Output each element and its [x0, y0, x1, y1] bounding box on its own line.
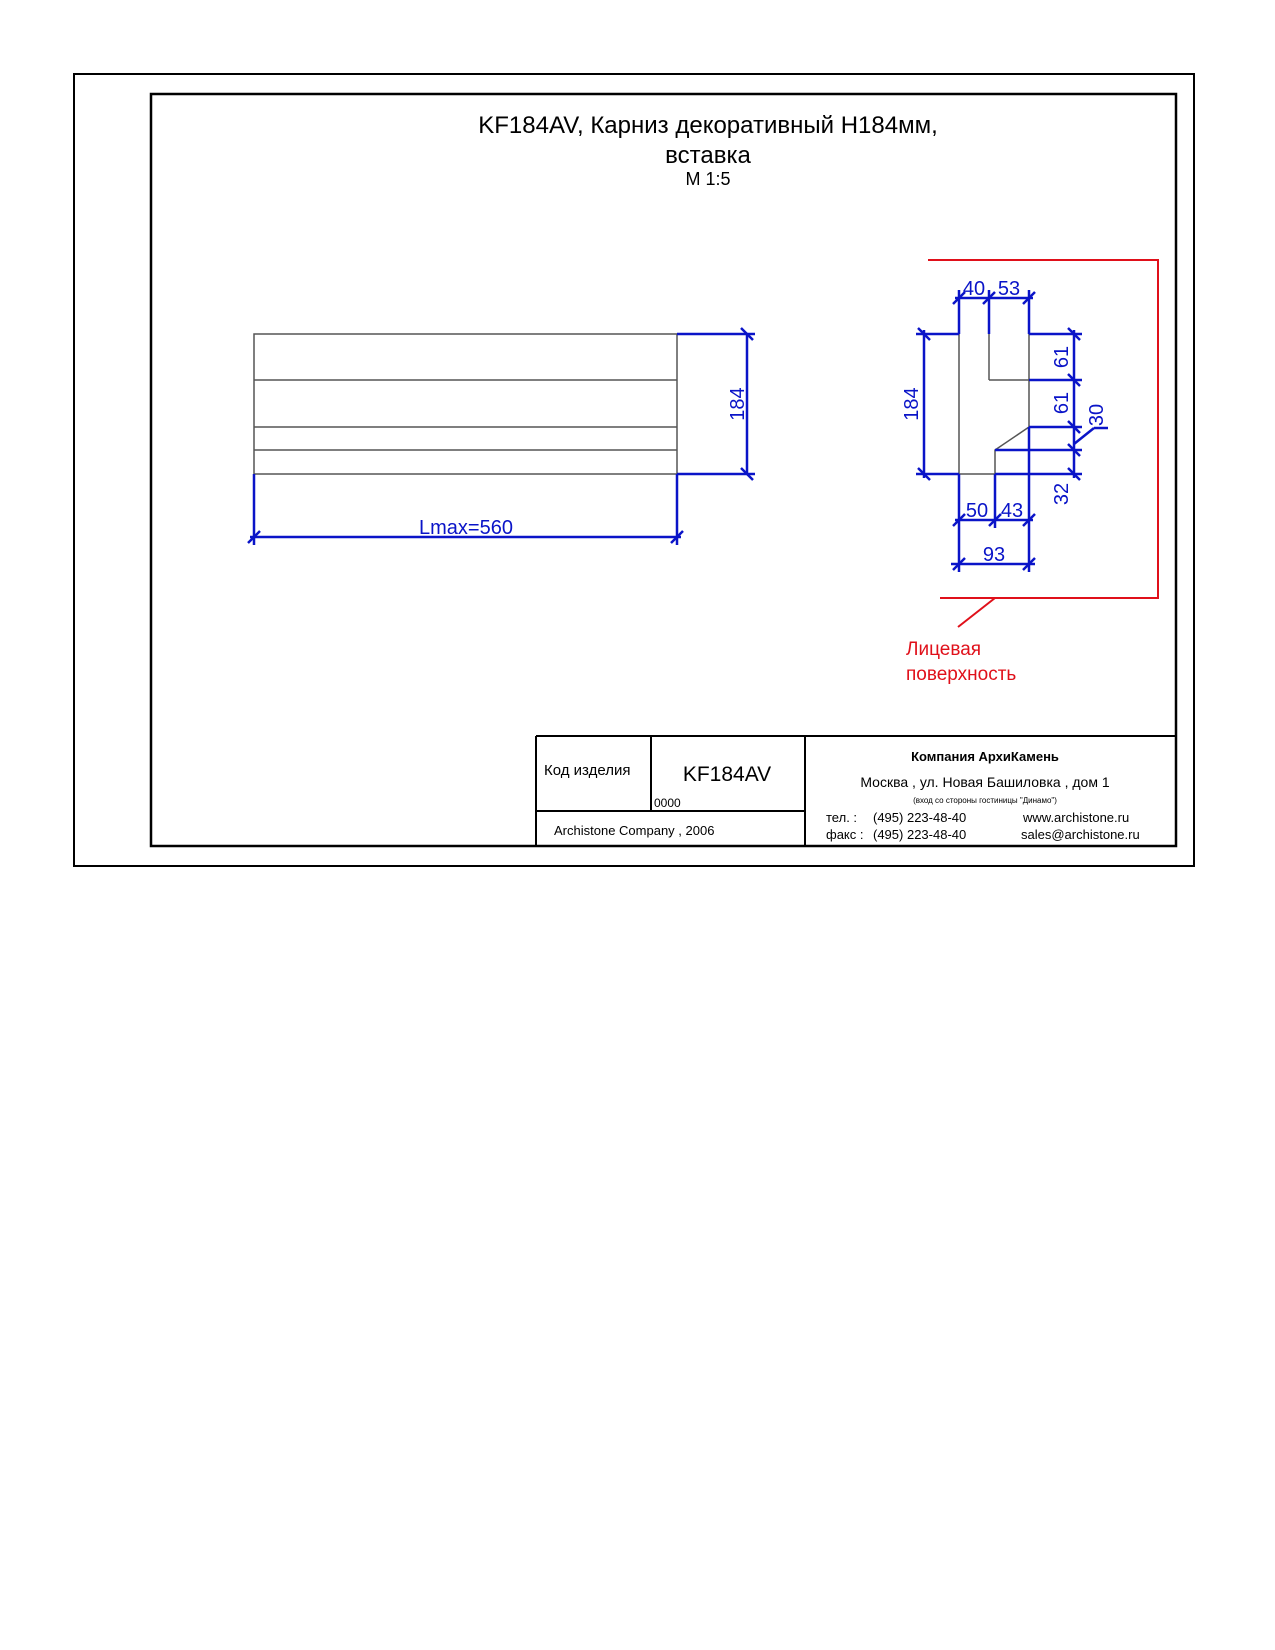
section-top-right-label: 53	[997, 278, 1021, 300]
phone-value: (495) 223-48-40	[873, 810, 967, 825]
face-surface-label-line1: Лицевая	[906, 639, 982, 660]
front-height-label: 184	[727, 387, 749, 421]
section-right-middle-label: 61	[1051, 391, 1073, 415]
front-view	[248, 328, 755, 545]
front-view-outline	[254, 334, 677, 474]
phone-label: тел. :	[826, 810, 858, 825]
copyright-text: Archistone Company , 2006	[554, 823, 715, 838]
face-surface-label-line2: поверхность	[906, 664, 1017, 685]
drawing-title-line2: вставка	[665, 142, 751, 169]
section-view	[901, 278, 1108, 572]
section-bottom-left-label: 50	[965, 500, 989, 522]
company-name: Компания АрхиКамень	[911, 749, 1059, 764]
inner-frame	[151, 94, 1176, 846]
fax-label: факс :	[826, 827, 864, 842]
section-bevel-label: 30	[1086, 403, 1108, 427]
company-address: Москва , ул. Новая Башиловка , дом 1	[860, 774, 1110, 790]
product-code-number: 0000	[654, 796, 681, 810]
company-address-note: (вход со стороны гостиницы "Динамо")	[913, 796, 1057, 805]
section-profile	[959, 334, 1029, 474]
section-height-label: 184	[901, 387, 923, 421]
website-link[interactable]: www.archistone.ru	[1023, 810, 1130, 825]
product-code-value: KF184AV	[682, 763, 772, 786]
face-surface-marker	[928, 260, 1158, 627]
email-link[interactable]: sales@archistone.ru	[1021, 827, 1140, 842]
section-right-lower-label: 32	[1051, 482, 1073, 506]
front-length-label: Lmax=560	[419, 517, 513, 539]
drawing-title-line1: KF184AV, Карниз декоративный H184мм,	[478, 112, 938, 139]
drawing-scale: М 1:5	[685, 169, 731, 189]
outer-frame	[74, 74, 1194, 866]
product-code-label: Код изделия	[544, 762, 631, 779]
fax-value: (495) 223-48-40	[873, 827, 967, 842]
section-top-left-label: 40	[962, 278, 986, 300]
section-total-width-label: 93	[982, 544, 1006, 566]
section-right-upper-label: 61	[1051, 345, 1073, 369]
section-bottom-right-label: 43	[1000, 500, 1024, 522]
